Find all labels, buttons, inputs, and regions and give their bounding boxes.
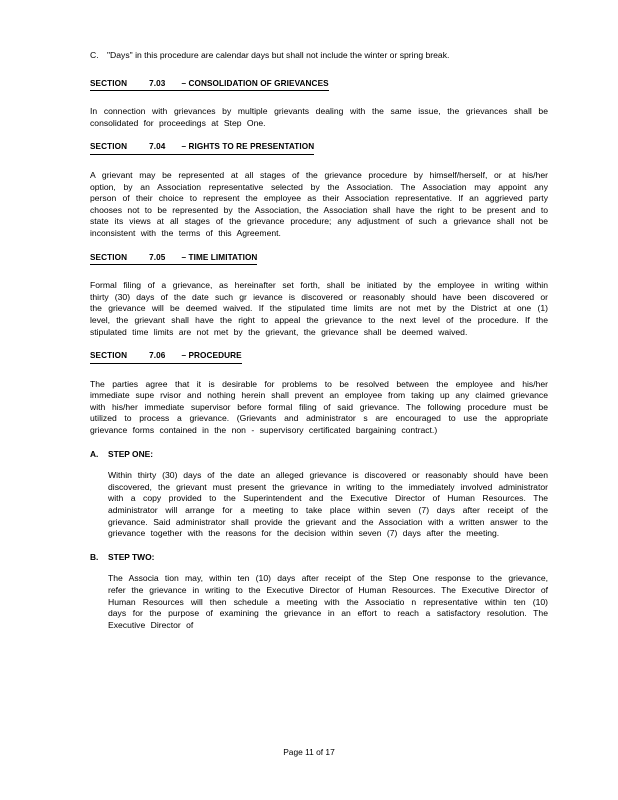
section-heading: SECTION 7.03 – CONSOLIDATION OF GRIEVANCES [90, 78, 329, 92]
step-one [90, 449, 548, 540]
step-heading: B. STEP TWO: [90, 551, 155, 562]
section-heading: SECTION 7.05 – TIME LIMITATION [90, 252, 257, 266]
section-7-06 [90, 350, 548, 437]
step-paragraph: The Associa tion may, within ten (10) days after receipt of the Step One response to the grievance, refer the grievance in writing to the Executive Director of Human Resources. The Executive Director of Human Resources will then schedule a meeting with the Associatio n representative within ten (10) days for the purpose of examining the grievance in an effort to reach a satisfactory resolution. The Executive Director of [108, 573, 548, 630]
section-7-03 [90, 78, 548, 130]
section-heading: SECTION 7.04 – RIGHTS TO RE PRESENTATION [90, 141, 314, 155]
section-paragraph: Formal filing of a grievance, as hereinafter set forth, shall be initiated by the employee in writing within thirty (30) days of the date such gr ievance is discovered or reasonably should have been discovered or the grievance will be deemed waived. If the stipulated time limits are not met by the District at one (1) level, the grievant shall have the right to appeal the grievance to the next level of the procedure. If the stipulated time limits are not met by the grievant, the grievance shall be deemed waived. [90, 280, 548, 337]
section-heading: SECTION 7.06 – PROCEDURE [90, 350, 242, 364]
section-7-04 [90, 141, 548, 239]
section-paragraph: A grievant may be represented at all stages of the grievance procedure by himself/herself, or at his/her option, by an Association representative selected by the Association. The Association may appoint any person of their choice to represent the employee as their Association representative. If an aggrieved party chooses not to be represented by the Association, the Association shall have the right to be present and to state its views at all stages of the grievance procedure; any adjustment of such a grievance shall not be inconsistent with the terms of this Agreement. [90, 169, 548, 238]
section-paragraph: In connection with grievances by multiple grievants dealing with the same issue, the grievances shall be consolidated for proceedings at Step One. [90, 106, 548, 128]
step-two [90, 552, 548, 632]
step-paragraph: Within thirty (30) days of the date an alleged grievance is discovered or reasonably should have been discovered, the grievant must present the grievance in writing to the immediately involved administrator with a copy provided to the Superintendent and the Executive Director of Human Resources. The administrator will arrange for a meeting to take place within seven (7) days after receipt of the grievance. Said administrator shall provide the grievant and the Association with a written answer to the grievance together with the reasons for the decision within seven (7) days after the meeting. [108, 470, 548, 539]
step-heading: A. STEP ONE: [90, 448, 153, 459]
page-number-footer: Page 11 of 17 [283, 747, 335, 757]
list-item-c [90, 50, 548, 62]
section-paragraph: The parties agree that it is desirable for problems to be resolved between the employee and his/her immediate supe rvisor and nothing herein shall prevent an employee from taking up any claimed grievance with his/her immediate supervisor before formal filing of said grievance. The following procedure must be utilized to process a grievance. (Grievants and administrator s are encouraged to use the appropriate grievance forms contained in the non - supervisory certificated bargaining contract.) [90, 378, 548, 436]
list-item-label: C. [90, 50, 99, 60]
section-7-05 [90, 252, 548, 339]
list-item-text: "Days" in this procedure are calendar days but shall not include the winter or spring break. [107, 50, 450, 60]
